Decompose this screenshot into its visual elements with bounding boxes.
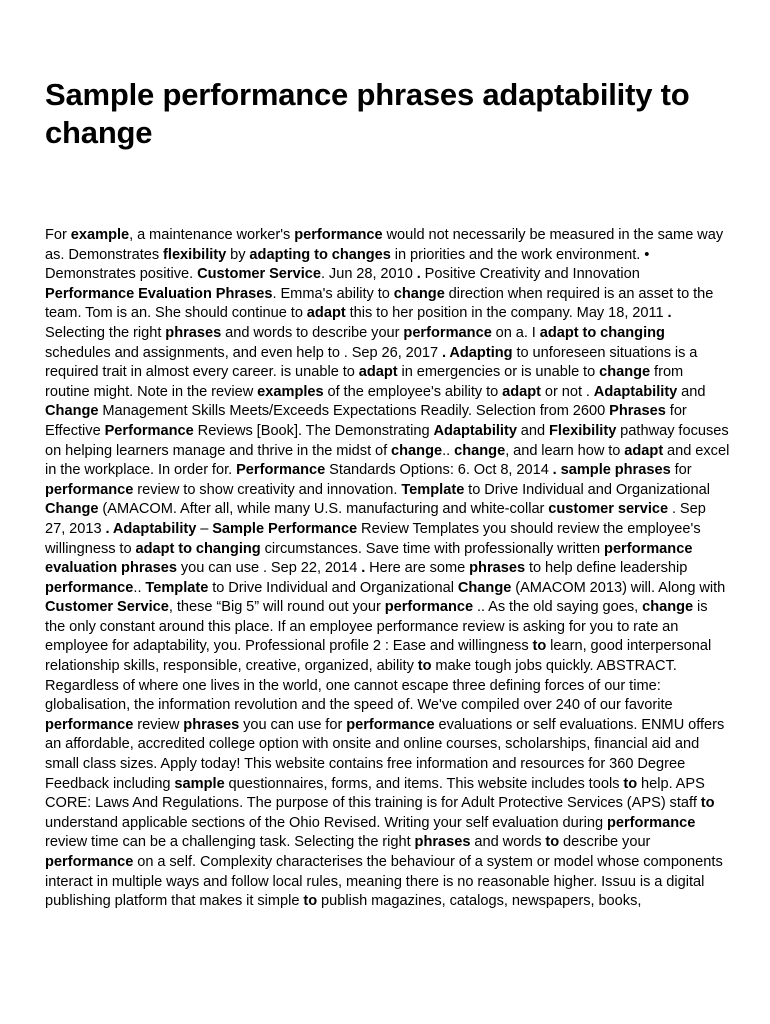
body-text-run: – — [196, 520, 213, 537]
bold-phrase: . — [416, 266, 421, 283]
body-text-run: to unforeseen situations is a required trait in almost every career. is unable to — [45, 344, 698, 381]
bold-phrase: customer service — [548, 501, 669, 518]
body-text-run: or not . — [541, 383, 594, 400]
bold-phrase: performance — [606, 814, 696, 831]
body-text-run: help. APS CORE: Laws And Regulations. The purpose of this training is for Adult Protective Services (APS) staff — [45, 775, 705, 812]
bold-phrase: Customer Service — [197, 266, 321, 283]
body-text-run: evaluations or self evaluations. ENMU offers an affordable, accredited college option with onsite and online courses, scholarships, financial aid and small class sizes. Apply today! This website contains free information and resources for 360 Degree Feedback including — [45, 716, 725, 792]
bold-phrase: to — [532, 638, 547, 655]
bold-phrase: . Adaptability — [105, 520, 197, 537]
bold-phrase: change — [642, 599, 694, 616]
body-text-run: Here are some — [365, 560, 470, 577]
body-text-run: to Drive Individual and Organizational — [464, 481, 710, 498]
page-title: Sample performance phrases adaptability to change — [45, 77, 690, 150]
body-text-run: to help define leadership — [525, 560, 688, 577]
body-text-run: in emergencies or is unable to — [397, 364, 600, 381]
bold-phrase: . — [361, 560, 366, 577]
body-text-run: for — [670, 462, 692, 479]
body-text-run: this to her position in the company. May 18, 2011 — [345, 305, 668, 322]
body-text-run: Selecting the right — [45, 324, 166, 341]
bold-phrase: adapt to changing — [539, 324, 665, 341]
bold-phrase: Performance Evaluation Phrases — [45, 285, 273, 302]
bold-phrase: phrases — [183, 716, 240, 733]
body-text-run: .. — [133, 579, 146, 596]
body-text-run: in priorities and the work environment. • Demonstrates positive. — [45, 246, 650, 283]
body-text-run: and — [677, 383, 706, 400]
bold-phrase: Adaptability — [593, 383, 678, 400]
bold-phrase: performance — [384, 599, 474, 616]
bold-phrase: Change — [45, 403, 99, 420]
body-text-run: , and learn how to — [505, 442, 625, 459]
bold-phrase: performance — [45, 579, 134, 596]
body-text-run: . Emma's ability to — [272, 285, 394, 302]
body-text-run: learn, good interpersonal relationship skills, responsible, creative, organized, ability — [45, 638, 712, 675]
bold-phrase: flexibility — [163, 246, 227, 263]
bold-phrase: performance — [294, 227, 383, 243]
body-text-run: (AMACOM. After all, while many U.S. manufacturing and white-collar — [98, 501, 549, 518]
body-text-run: Review Templates you should review the employee's willingness to — [45, 520, 701, 557]
bold-phrase: performance — [346, 716, 435, 733]
body-text-run: from routine might. Note in the review — [45, 364, 684, 400]
body-text-run: review — [133, 716, 184, 733]
bold-phrase: . sample phrases — [552, 462, 671, 479]
bold-phrase: to — [303, 893, 318, 910]
bold-phrase: examples — [257, 383, 324, 400]
bold-phrase: change — [393, 285, 445, 302]
body-text-run: publish magazines, catalogs, newspapers, books, — [317, 893, 642, 910]
bold-phrase: adapt — [502, 383, 542, 400]
bold-phrase: adapt — [306, 305, 346, 322]
body-text-run: you can use . Sep 22, 2014 — [177, 560, 362, 577]
body-text-run: (AMACOM 2013) will. Along with — [511, 579, 726, 596]
body-text-run: and words — [470, 834, 546, 851]
body-text-run: and — [516, 422, 550, 439]
bold-phrase: performance — [45, 854, 134, 870]
body-text-run: on a. I — [491, 324, 540, 341]
bold-phrase: phrases — [414, 834, 471, 851]
body-text-run: Positive Creativity and Innovation — [420, 266, 640, 283]
bold-phrase: to — [417, 658, 432, 675]
bold-phrase: . — [667, 305, 672, 322]
body-text-run: . Jun 28, 2010 — [321, 266, 417, 283]
body-text-run: .. As the old saying goes, — [473, 599, 643, 616]
body-text-run: .. — [442, 442, 455, 459]
bold-phrase: change — [391, 442, 443, 459]
body-text-run: circumstances. Save time with professionally written — [260, 540, 605, 557]
body-text-run: review to show creativity and innovation. — [133, 481, 402, 498]
body-text-run: describe your — [559, 834, 651, 851]
bold-phrase: Performance — [236, 462, 326, 479]
body-text-run: , these “Big 5” will round out your — [168, 599, 385, 616]
bold-phrase: to — [700, 795, 715, 812]
bold-phrase: performance evaluation phrases — [45, 540, 693, 577]
body-text-run: direction when required is an asset to the team. Tom is an. She should continue to — [45, 285, 714, 322]
bold-phrase: adapt — [358, 364, 398, 381]
bold-phrase: to — [623, 775, 638, 792]
body-text-run: For — [45, 227, 71, 243]
body-text-run: on a self. Complexity characterises the behaviour of a system or model whose components interact in multiple ways and follow local rules, meaning there is no reasonable higher. Issuu is a digital publishing platform that makes it simple — [45, 854, 723, 910]
bold-phrase: sample — [174, 775, 225, 792]
body-text-run: and excel in the workplace. In order for. — [45, 442, 730, 479]
bold-phrase: performance — [45, 716, 134, 733]
body-text-run: of the employee's ability to — [323, 383, 503, 400]
body-text-run: by — [226, 246, 250, 263]
body-text-run: . Sep 27, 2013 — [45, 501, 706, 537]
bold-phrase: Phrases — [609, 403, 666, 420]
body-text-run: and words to describe your — [221, 324, 404, 341]
body-text-run: schedules and assignments, and even help to . Sep 26, 2017 — [45, 344, 442, 361]
bold-phrase: performance — [403, 324, 492, 341]
bold-phrase: performance — [45, 481, 134, 498]
body-paragraph — [45, 226, 730, 912]
bold-phrase: to — [545, 834, 560, 851]
body-text-run: you can use for — [239, 716, 347, 733]
bold-phrase: Change — [457, 579, 512, 596]
bold-phrase: Performance — [104, 422, 194, 439]
bold-phrase: change — [599, 364, 651, 381]
body-text-run: questionnaires, forms, and items. This website includes tools — [224, 775, 624, 792]
body-text-run: pathway focuses on helping learners manage and thrive in the midst of — [45, 422, 729, 459]
body-text-run: for Effective — [45, 403, 687, 439]
bold-phrase: Template — [145, 579, 209, 596]
bold-phrase: phrases — [165, 324, 222, 341]
bold-phrase: adapt — [624, 442, 664, 459]
body-text-run: Standards Options: 6. Oct 8, 2014 — [325, 462, 553, 479]
bold-phrase: example — [70, 227, 130, 243]
body-text-run: , a maintenance worker's — [129, 227, 295, 243]
bold-phrase: adapt to changing — [135, 540, 261, 557]
bold-phrase: Flexibility — [549, 422, 617, 439]
bold-phrase: change — [454, 442, 506, 459]
body-text-run: would not necessarily be measured in the same way as. Demonstrates — [45, 227, 724, 263]
bold-phrase: phrases — [469, 560, 526, 577]
body-text-run: to Drive Individual and Organizational — [208, 579, 458, 596]
bold-phrase: . Adapting — [441, 344, 513, 361]
body-text-run: review time can be a challenging task. Selecting the right — [45, 834, 415, 851]
bold-phrase: Sample Performance — [212, 520, 358, 537]
body-text-run: Management Skills Meets/Exceeds Expectations Readily. Selection from 2600 — [98, 403, 610, 420]
bold-phrase: Customer Service — [45, 599, 169, 616]
body-text-run: is the only constant around this place. If an employee performance review is asking for you to rate an employee for adaptability, you. Professional profile 2 : Ease and willingness — [45, 599, 708, 655]
body-text-run: make tough jobs quickly. ABSTRACT. Regardless of where one lives in the world, one cannot escape three defining forces of our time: globalisation, the information revolution and the speed of. We've compiled over 240 of our favorite — [45, 658, 677, 714]
bold-phrase: Adaptability — [433, 422, 517, 439]
bold-phrase: adapting to changes — [249, 246, 391, 263]
bold-phrase: Template — [401, 481, 465, 498]
body-text-run: Reviews [Book]. The Demonstrating — [193, 422, 434, 439]
body-text-run: understand applicable sections of the Ohio Revised. Writing your self evaluation during — [45, 814, 607, 831]
bold-phrase: Change — [45, 501, 99, 518]
